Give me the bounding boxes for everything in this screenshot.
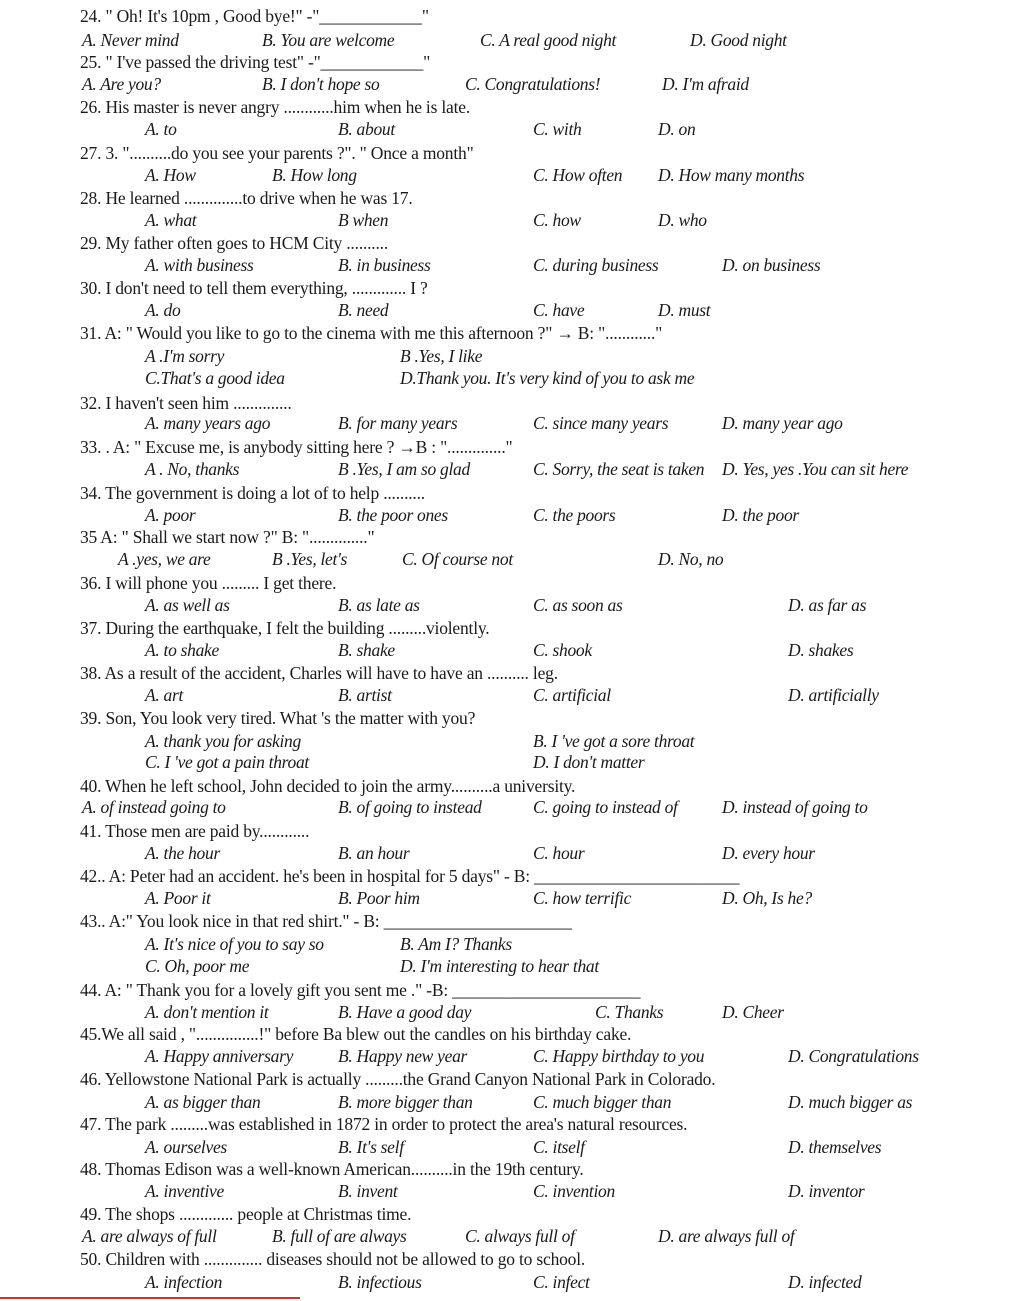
- option-c[interactable]: C. always full of: [465, 1226, 575, 1246]
- question-stem: 32. I haven't seen him ..............: [80, 393, 292, 413]
- question-stem: 36. I will phone you ......... I get there.: [80, 573, 337, 593]
- option-b[interactable]: B. Have a good day: [338, 1002, 472, 1022]
- question-stem: 25. " I've passed the driving test" -"____________": [80, 52, 431, 72]
- option-b[interactable]: B. Am I? Thanks: [400, 934, 512, 954]
- option-c[interactable]: C. A real good night: [480, 30, 617, 50]
- option-d[interactable]: D. the poor: [722, 505, 799, 525]
- option-c[interactable]: C. how: [533, 210, 581, 230]
- option-c[interactable]: C. Oh, poor me: [145, 956, 250, 976]
- option-c[interactable]: C. hour: [533, 843, 585, 863]
- option-b[interactable]: B. Happy new year: [338, 1046, 468, 1066]
- option-d[interactable]: D. I don't matter: [533, 752, 645, 772]
- option-b[interactable]: B. full of are always: [272, 1226, 407, 1246]
- option-d[interactable]: D. on: [658, 119, 696, 139]
- option-a[interactable]: A. Never mind: [82, 30, 179, 50]
- option-c[interactable]: C. much bigger than: [533, 1092, 672, 1112]
- option-c[interactable]: C. How often: [533, 165, 623, 185]
- option-c[interactable]: C. with: [533, 119, 582, 139]
- question-stem: 50. Children with .............. diseases should not be allowed to go to school.: [80, 1249, 586, 1269]
- question-stem: 48. Thomas Edison was a well-known American..........in the 19th century.: [80, 1159, 584, 1179]
- question-stem: 46. Yellowstone National Park is actually .........the Grand Canyon National Park in Colorado.: [80, 1069, 716, 1089]
- option-d[interactable]: D. instead of going to: [722, 797, 868, 817]
- option-a[interactable]: A. many years ago: [145, 413, 271, 433]
- option-a[interactable]: A . No, thanks: [145, 459, 240, 479]
- option-b[interactable]: B. invent: [338, 1181, 398, 1201]
- option-d[interactable]: D. No, no: [658, 549, 724, 569]
- question-stem: 38. As a result of the accident, Charles will have to have an .......... leg.: [80, 663, 558, 683]
- option-d[interactable]: D. much bigger as: [788, 1092, 913, 1112]
- option-d[interactable]: D. on business: [722, 255, 821, 275]
- option-a[interactable]: A. How: [145, 165, 196, 185]
- option-a[interactable]: A. It's nice of you to say so: [145, 934, 324, 954]
- option-d[interactable]: D. as far as: [788, 595, 867, 615]
- option-c[interactable]: C. the poors: [533, 505, 616, 525]
- option-c[interactable]: C. shook: [533, 640, 592, 660]
- option-b[interactable]: B. about: [338, 119, 395, 139]
- option-c[interactable]: C.That's a good idea: [145, 368, 285, 388]
- option-c[interactable]: C. I 've got a pain throat: [145, 752, 309, 772]
- option-d[interactable]: D. Good night: [690, 30, 787, 50]
- option-d[interactable]: D. are always full of: [658, 1226, 795, 1246]
- option-d[interactable]: D. infected: [788, 1272, 862, 1292]
- option-b[interactable]: B. infectious: [338, 1272, 422, 1292]
- option-d[interactable]: D. Cheer: [722, 1002, 784, 1022]
- option-d[interactable]: D. Congratulations: [788, 1046, 919, 1066]
- option-d[interactable]: D. I'm interesting to hear that: [400, 956, 599, 976]
- option-a[interactable]: A. what: [145, 210, 197, 230]
- option-a[interactable]: A. Poor it: [145, 888, 211, 908]
- option-c[interactable]: C. Thanks: [595, 1002, 664, 1022]
- option-d[interactable]: D. must: [658, 300, 711, 320]
- option-a[interactable]: A. Are you?: [82, 74, 161, 94]
- option-b[interactable]: B when: [338, 210, 389, 230]
- option-a[interactable]: A. don't mention it: [145, 1002, 269, 1022]
- option-b[interactable]: B. need: [338, 300, 389, 320]
- option-b[interactable]: B. How long: [272, 165, 357, 185]
- question-stem: 44. A: " Thank you for a lovely gift you sent me ." -B: ______________________: [80, 980, 641, 1000]
- option-b[interactable]: B. as late as: [338, 595, 420, 615]
- option-c[interactable]: C. Sorry, the seat is taken: [533, 459, 705, 479]
- question-stem: 24. " Oh! It's 10pm , Good bye!" -"____________": [80, 6, 429, 26]
- option-d[interactable]: D. many year ago: [722, 413, 843, 433]
- question-stem: 31. A: " Would you like to go to the cinema with me this afternoon ?" → B: "............": [80, 323, 663, 343]
- question-stem: 35 A: " Shall we start now ?" B: "..............": [80, 527, 375, 547]
- option-b[interactable]: B. of going to instead: [338, 797, 482, 817]
- option-a[interactable]: A. with business: [145, 255, 254, 275]
- option-b[interactable]: B. Poor him: [338, 888, 420, 908]
- option-b[interactable]: B. It's self: [338, 1137, 404, 1157]
- option-a[interactable]: A. as bigger than: [145, 1092, 261, 1112]
- option-d[interactable]: D. I'm afraid: [662, 74, 749, 94]
- option-c[interactable]: C. infect: [533, 1272, 590, 1292]
- option-b[interactable]: B. artist: [338, 685, 392, 705]
- option-d[interactable]: D. Yes, yes .You can sit here: [722, 459, 909, 479]
- option-b[interactable]: B. the poor ones: [338, 505, 448, 525]
- option-a[interactable]: A. art: [145, 685, 184, 705]
- option-a[interactable]: A. the hour: [145, 843, 220, 863]
- option-c[interactable]: C. going to instead of: [533, 797, 678, 817]
- option-a[interactable]: A .yes, we are: [118, 549, 211, 569]
- bottom-red-rule: [0, 1297, 300, 1299]
- option-b[interactable]: B. for many years: [338, 413, 458, 433]
- option-c[interactable]: C. Congratulations!: [465, 74, 601, 94]
- question-stem: 37. During the earthquake, I felt the building .........violently.: [80, 618, 490, 638]
- option-a[interactable]: A. to: [145, 119, 177, 139]
- question-stem: 41. Those men are paid by............: [80, 821, 310, 841]
- question-stem: 30. I don't need to tell them everything, ............. I ?: [80, 278, 428, 298]
- option-c[interactable]: C. Of course not: [402, 549, 513, 569]
- option-a[interactable]: A. ourselves: [145, 1137, 227, 1157]
- option-a[interactable]: A. of instead going to: [82, 797, 226, 817]
- question-stem: 26. His master is never angry ............him when he is late.: [80, 97, 471, 117]
- question-stem: 27. 3. "..........do you see your parents ?". " Once a month": [80, 143, 474, 163]
- option-b[interactable]: B. shake: [338, 640, 395, 660]
- option-a[interactable]: A. thank you for asking: [145, 731, 301, 751]
- option-b[interactable]: B. I 've got a sore throat: [533, 731, 695, 751]
- question-stem: 45.We all said , "...............!" before Ba blew out the candles on his birthday cake.: [80, 1024, 632, 1044]
- option-b[interactable]: B. more bigger than: [338, 1092, 473, 1112]
- option-d[interactable]: D. shakes: [788, 640, 854, 660]
- question-stem: 49. The shops ............. people at Christmas time.: [80, 1204, 412, 1224]
- option-a[interactable]: A. are always of full: [82, 1226, 217, 1246]
- option-c[interactable]: C. how terrific: [533, 888, 632, 908]
- question-stem: 42.. A: Peter had an accident. he's been in hospital for 5 days" - B: ________________________: [80, 866, 740, 886]
- option-a[interactable]: A. Happy anniversary: [145, 1046, 294, 1066]
- option-d[interactable]: D. inventor: [788, 1181, 865, 1201]
- question-stem: 28. He learned ..............to drive when he was 17.: [80, 188, 413, 208]
- option-b[interactable]: B. I don't hope so: [262, 74, 380, 94]
- option-d[interactable]: D.Thank you. It's very kind of you to ask me: [400, 368, 695, 388]
- question-stem: 33. . A: " Excuse me, is anybody sitting here ? →B : "..............": [80, 437, 513, 457]
- option-c[interactable]: C. during business: [533, 255, 659, 275]
- option-d[interactable]: D. themselves: [788, 1137, 882, 1157]
- question-stem: 43.. A:" You look nice in that red shirt." - B: ______________________: [80, 911, 572, 931]
- option-c[interactable]: C. have: [533, 300, 585, 320]
- option-a[interactable]: A. to shake: [145, 640, 219, 660]
- option-d[interactable]: D. every hour: [722, 843, 815, 863]
- option-c[interactable]: C. artificial: [533, 685, 611, 705]
- question-stem: 39. Son, You look very tired. What 's the matter with you?: [80, 708, 476, 728]
- question-stem: 47. The park .........was established in 1872 in order to protect the area's natural resources.: [80, 1114, 688, 1134]
- option-a[interactable]: A. as well as: [145, 595, 230, 615]
- option-b[interactable]: B .Yes, let's: [272, 549, 348, 569]
- option-b[interactable]: B. in business: [338, 255, 431, 275]
- option-d[interactable]: D. artificially: [788, 685, 879, 705]
- option-d[interactable]: D. How many months: [658, 165, 805, 185]
- option-b[interactable]: B. You are welcome: [262, 30, 395, 50]
- option-d[interactable]: D. Oh, Is he?: [722, 888, 812, 908]
- option-c[interactable]: C. as soon as: [533, 595, 623, 615]
- question-stem: 34. The government is doing a lot of to help ..........: [80, 483, 425, 503]
- option-a[interactable]: A. poor: [145, 505, 196, 525]
- option-c[interactable]: C. invention: [533, 1181, 615, 1201]
- option-a[interactable]: A. inventive: [145, 1181, 224, 1201]
- option-b[interactable]: B .Yes, I am so glad: [338, 459, 470, 479]
- question-stem: 40. When he left school, John decided to join the army..........a university.: [80, 776, 576, 796]
- option-b[interactable]: B. an hour: [338, 843, 410, 863]
- option-a[interactable]: A. do: [145, 300, 181, 320]
- option-c[interactable]: C. Happy birthday to you: [533, 1046, 705, 1066]
- option-b[interactable]: B .Yes, I like: [400, 346, 483, 366]
- option-c[interactable]: C. itself: [533, 1137, 585, 1157]
- option-a[interactable]: A .I'm sorry: [145, 346, 225, 366]
- option-a[interactable]: A. infection: [145, 1272, 223, 1292]
- option-c[interactable]: C. since many years: [533, 413, 669, 433]
- option-d[interactable]: D. who: [658, 210, 707, 230]
- question-stem: 29. My father often goes to HCM City ..........: [80, 233, 389, 253]
